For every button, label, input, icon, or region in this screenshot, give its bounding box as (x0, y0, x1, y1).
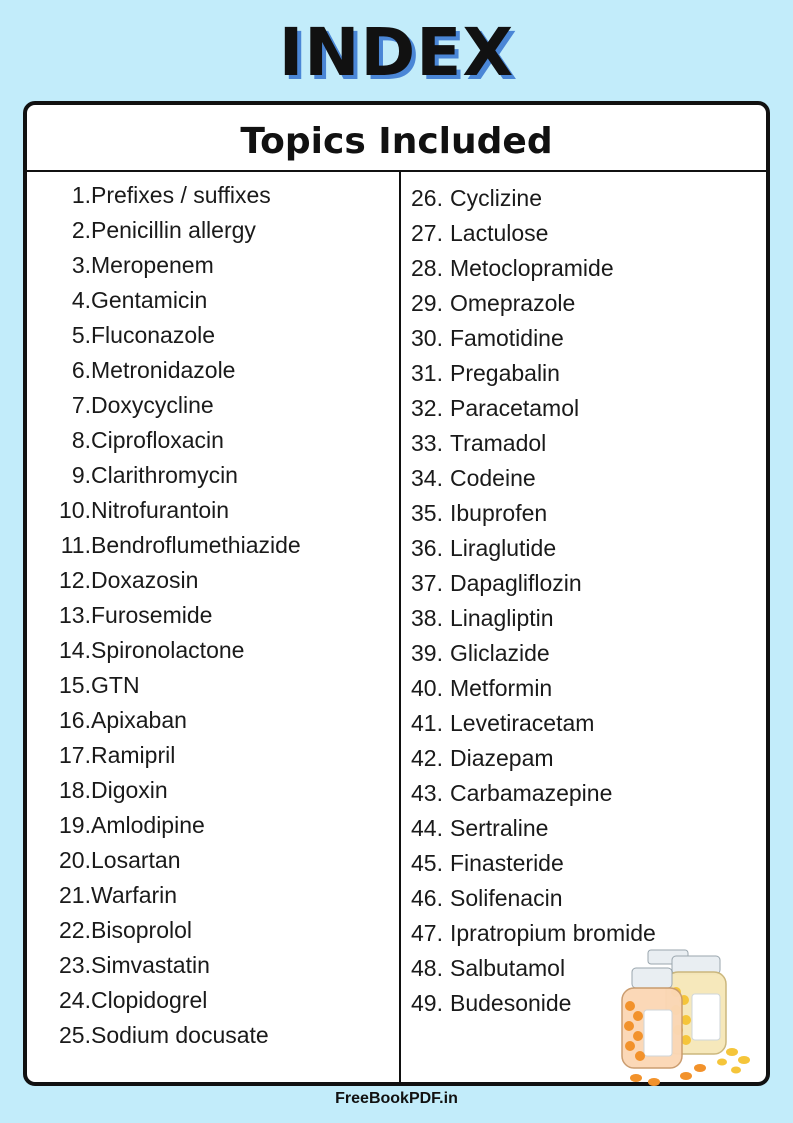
topic-number: 22. (59, 917, 91, 943)
topic-number: 35. (411, 500, 443, 526)
topic-item (411, 671, 656, 706)
topic-item (51, 353, 301, 388)
topic-number: 1. (71, 182, 91, 208)
topic-label: Finasteride (449, 850, 564, 876)
topic-item (51, 808, 301, 843)
topic-item (411, 776, 656, 811)
topic-item (51, 213, 301, 248)
topic-item (51, 913, 301, 948)
topic-number: 20. (59, 847, 91, 873)
topic-number: 3. (71, 252, 91, 278)
topic-number: 30. (411, 325, 443, 351)
topic-item (51, 458, 301, 493)
topic-item (411, 601, 656, 636)
topic-item (411, 531, 656, 566)
topic-number: 26. (411, 185, 443, 211)
topic-label: Salbutamol (449, 955, 566, 981)
topic-label: Losartan (91, 847, 181, 873)
topic-label: Codeine (449, 465, 536, 491)
topic-number: 41. (411, 710, 443, 736)
topic-number: 12. (59, 567, 91, 593)
topic-item (51, 878, 301, 913)
topic-number: 33. (411, 430, 443, 456)
card-heading: Topics Included (27, 105, 766, 172)
topic-label: Linagliptin (449, 605, 554, 631)
topic-label: Omeprazole (449, 290, 576, 316)
topic-number: 6. (71, 357, 91, 383)
topic-item (411, 461, 656, 496)
topic-item (51, 668, 301, 703)
topic-number: 34. (411, 465, 443, 491)
topic-label: Amlodipine (91, 812, 205, 838)
topic-number: 10. (59, 497, 91, 523)
topic-item (51, 423, 301, 458)
topic-label: Levetiracetam (449, 710, 595, 736)
topic-item (51, 633, 301, 668)
topic-number: 11. (60, 532, 91, 558)
topic-item (411, 636, 656, 671)
index-card (23, 101, 770, 1086)
topic-item (51, 983, 301, 1018)
topic-number: 7. (71, 392, 91, 418)
topic-label: Bendroflumethiazide (91, 532, 301, 558)
topic-number: 4. (71, 287, 91, 313)
topic-label: Meropenem (91, 252, 214, 278)
topic-number: 18. (59, 777, 91, 803)
topic-number: 45. (411, 850, 443, 876)
topic-item (411, 566, 656, 601)
topic-label: Nitrofurantoin (91, 497, 230, 523)
topic-label: Doxazosin (91, 567, 199, 593)
topic-item (51, 948, 301, 983)
topic-label: Spironolactone (91, 637, 245, 663)
right-topic-list (411, 181, 656, 1021)
topic-number: 49. (411, 990, 443, 1016)
topic-label: Furosemide (91, 602, 213, 628)
topic-label: Carbamazepine (449, 780, 613, 806)
topic-item (51, 248, 301, 283)
topic-item (51, 738, 301, 773)
topic-item (411, 741, 656, 776)
topic-number: 31. (411, 360, 443, 386)
topic-item (411, 251, 656, 286)
topic-number: 15. (59, 672, 91, 698)
topic-label: Digoxin (91, 777, 168, 803)
topic-item (411, 321, 656, 356)
topic-number: 48. (411, 955, 443, 981)
topic-number: 21. (59, 882, 91, 908)
topic-label: Clarithromycin (91, 462, 238, 488)
topic-number: 8. (71, 427, 91, 453)
topic-label: Solifenacin (449, 885, 563, 911)
topic-item (51, 318, 301, 353)
topic-label: Warfarin (91, 882, 178, 908)
topic-item (411, 181, 656, 216)
topic-item (411, 811, 656, 846)
topic-label: Apixaban (91, 707, 187, 733)
topic-label: Famotidine (449, 325, 564, 351)
topic-label: Lactulose (449, 220, 549, 246)
topic-label: Paracetamol (449, 395, 580, 421)
page-title: INDEX (278, 14, 515, 91)
topic-number: 19. (59, 812, 91, 838)
topic-item (411, 881, 656, 916)
topic-number: 2. (71, 217, 91, 243)
topic-label: Gliclazide (449, 640, 550, 666)
topic-label: Gentamicin (91, 287, 208, 313)
topic-item (51, 178, 301, 213)
topic-number: 46. (411, 885, 443, 911)
topic-label: Ciprofloxacin (91, 427, 224, 453)
left-topic-list (51, 178, 301, 1053)
topic-number: 40. (411, 675, 443, 701)
topic-item (411, 286, 656, 321)
topic-label: Diazepam (449, 745, 554, 771)
topic-item (51, 493, 301, 528)
topic-label: Ramipril (91, 742, 176, 768)
topic-item (411, 496, 656, 531)
topic-label: Cyclizine (449, 185, 543, 211)
topic-item (51, 528, 301, 563)
topic-number: 36. (411, 535, 443, 561)
topic-label: Doxycycline (91, 392, 214, 418)
topic-number: 14. (59, 637, 91, 663)
pill-bottles-icon (596, 944, 766, 1094)
topic-number: 24. (59, 987, 91, 1013)
topic-item (51, 703, 301, 738)
topic-number: 44. (411, 815, 443, 841)
topic-label: Penicillin allergy (91, 217, 256, 243)
topic-number: 25. (59, 1022, 91, 1048)
topic-number: 16. (59, 707, 91, 733)
topic-number: 32. (411, 395, 443, 421)
topic-label: Metformin (449, 675, 553, 701)
topic-item (51, 388, 301, 423)
topic-label: Bisoprolol (91, 917, 192, 943)
topic-item (51, 773, 301, 808)
topic-label: Metronidazole (91, 357, 236, 383)
topic-item (411, 846, 656, 881)
topic-item (411, 356, 656, 391)
topic-number: 27. (411, 220, 443, 246)
topic-label: Dapagliflozin (449, 570, 582, 596)
topic-number: 29. (411, 290, 443, 316)
footer-source: FreeBookPDF.in (335, 1090, 458, 1107)
topic-label: Metoclopramide (449, 255, 614, 281)
topic-item (51, 1018, 301, 1053)
topic-number: 37. (411, 570, 443, 596)
topic-number: 9. (71, 462, 91, 488)
topic-item (411, 706, 656, 741)
topic-number: 38. (411, 605, 443, 631)
topic-item (51, 598, 301, 633)
topic-label: Liraglutide (449, 535, 557, 561)
topic-label: Ibuprofen (449, 500, 548, 526)
topic-item (411, 216, 656, 251)
topic-label: Fluconazole (91, 322, 216, 348)
topic-number: 39. (411, 640, 443, 666)
topic-number: 23. (59, 952, 91, 978)
topic-label: Ipratropium bromide (449, 920, 656, 946)
topic-item (51, 843, 301, 878)
topic-item (411, 426, 656, 461)
topic-label: Pregabalin (449, 360, 560, 386)
topic-number: 17. (59, 742, 91, 768)
topic-number: 28. (411, 255, 443, 281)
topic-number: 43. (411, 780, 443, 806)
topic-number: 47. (411, 920, 443, 946)
topic-label: Simvastatin (91, 952, 210, 978)
topic-number: 13. (59, 602, 91, 628)
topic-label: Prefixes / suffixes (91, 182, 271, 208)
topic-number: 5. (71, 322, 91, 348)
topic-label: Budesonide (449, 990, 572, 1016)
topic-label: Sodium docusate (91, 1022, 269, 1048)
topic-item (51, 563, 301, 598)
topic-label: Sertraline (449, 815, 549, 841)
topic-item (411, 391, 656, 426)
column-divider (399, 172, 401, 1082)
topic-number: 42. (411, 745, 443, 771)
topic-label: GTN (91, 672, 140, 698)
topic-item (51, 283, 301, 318)
topic-label: Tramadol (449, 430, 547, 456)
topic-label: Clopidogrel (91, 987, 208, 1013)
